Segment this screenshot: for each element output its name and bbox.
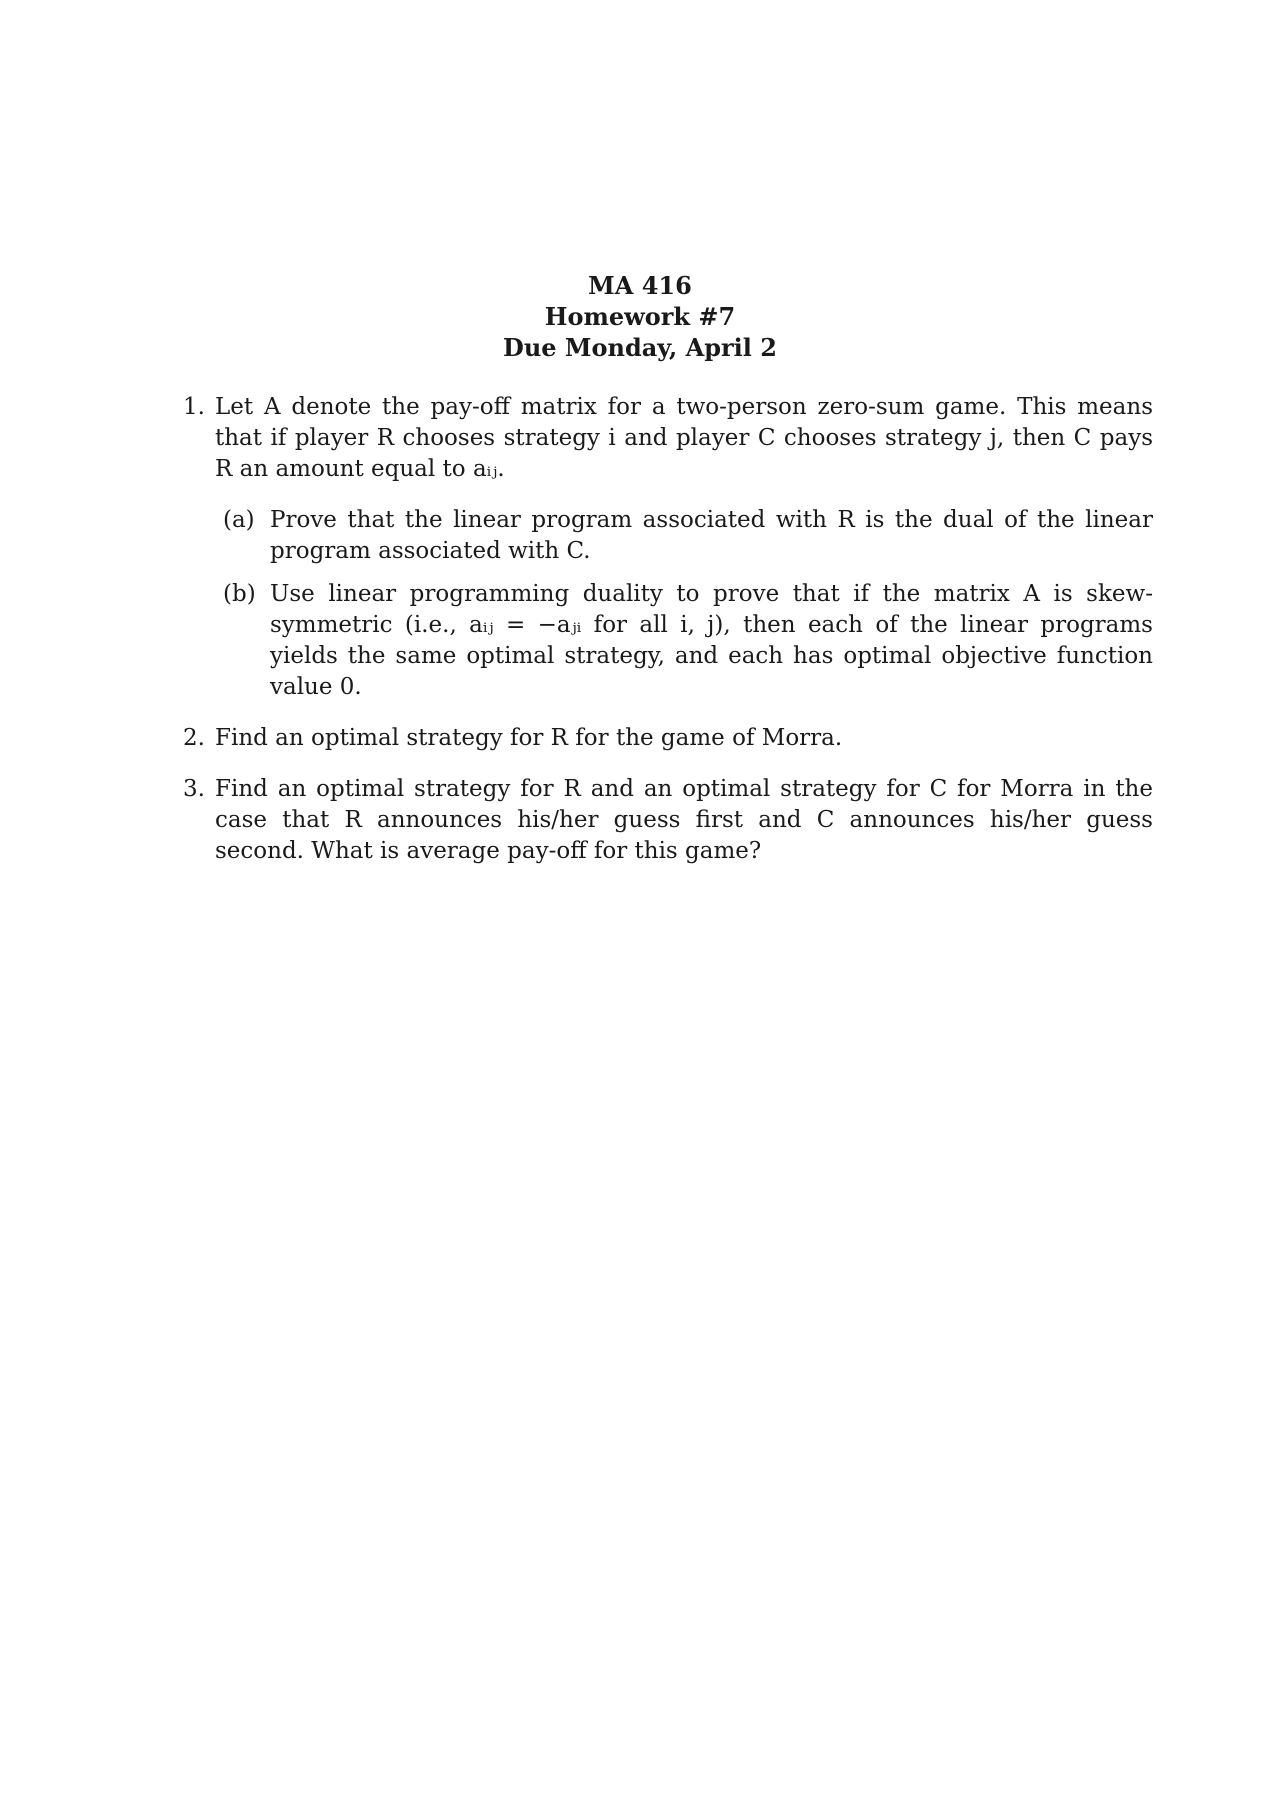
problem-text: Find an optimal strategy for R for the game of Morra.	[215, 725, 843, 751]
problem-1	[183, 392, 1153, 703]
part-text: Prove that the linear program associated with R is the dual of the linear program associated with C.	[270, 507, 1153, 564]
part-label: (b)	[223, 581, 256, 607]
problem-1b	[215, 579, 1153, 703]
course-title: MA 416	[588, 271, 692, 300]
problem-list	[183, 392, 1153, 887]
problem-text: Find an optimal strategy for R and an optimal strategy for C for Morra in the case that R announces his/her guess first and C announces his/her guess second. What is average pay-off for this game?	[215, 776, 1153, 864]
problem-number: 1.	[183, 394, 205, 420]
problem-3	[183, 774, 1153, 867]
problem-1a	[215, 505, 1153, 567]
problem-number: 3.	[183, 776, 205, 802]
problem-text: Let A denote the pay-off matrix for a two-person zero-sum game. This means that if player R chooses strategy i and player C chooses strategy j, then C pays R an amount equal to aᵢⱼ.	[215, 394, 1153, 482]
problem-number: 2.	[183, 725, 205, 751]
part-label: (a)	[223, 507, 255, 533]
document-header	[0, 270, 1280, 363]
part-text: Use linear programming duality to prove that if the matrix A is skew-symmetric (i.e., aᵢⱼ = −aⱼᵢ for all i, j), then each of the linear programs yields the same optimal strategy, and each has optimal objective function value 0.	[270, 581, 1153, 700]
assignment-title: Homework #7	[544, 302, 736, 331]
problem-parts	[215, 505, 1153, 703]
due-date: Due Monday, April 2	[503, 333, 777, 362]
problem-2	[183, 723, 1153, 754]
